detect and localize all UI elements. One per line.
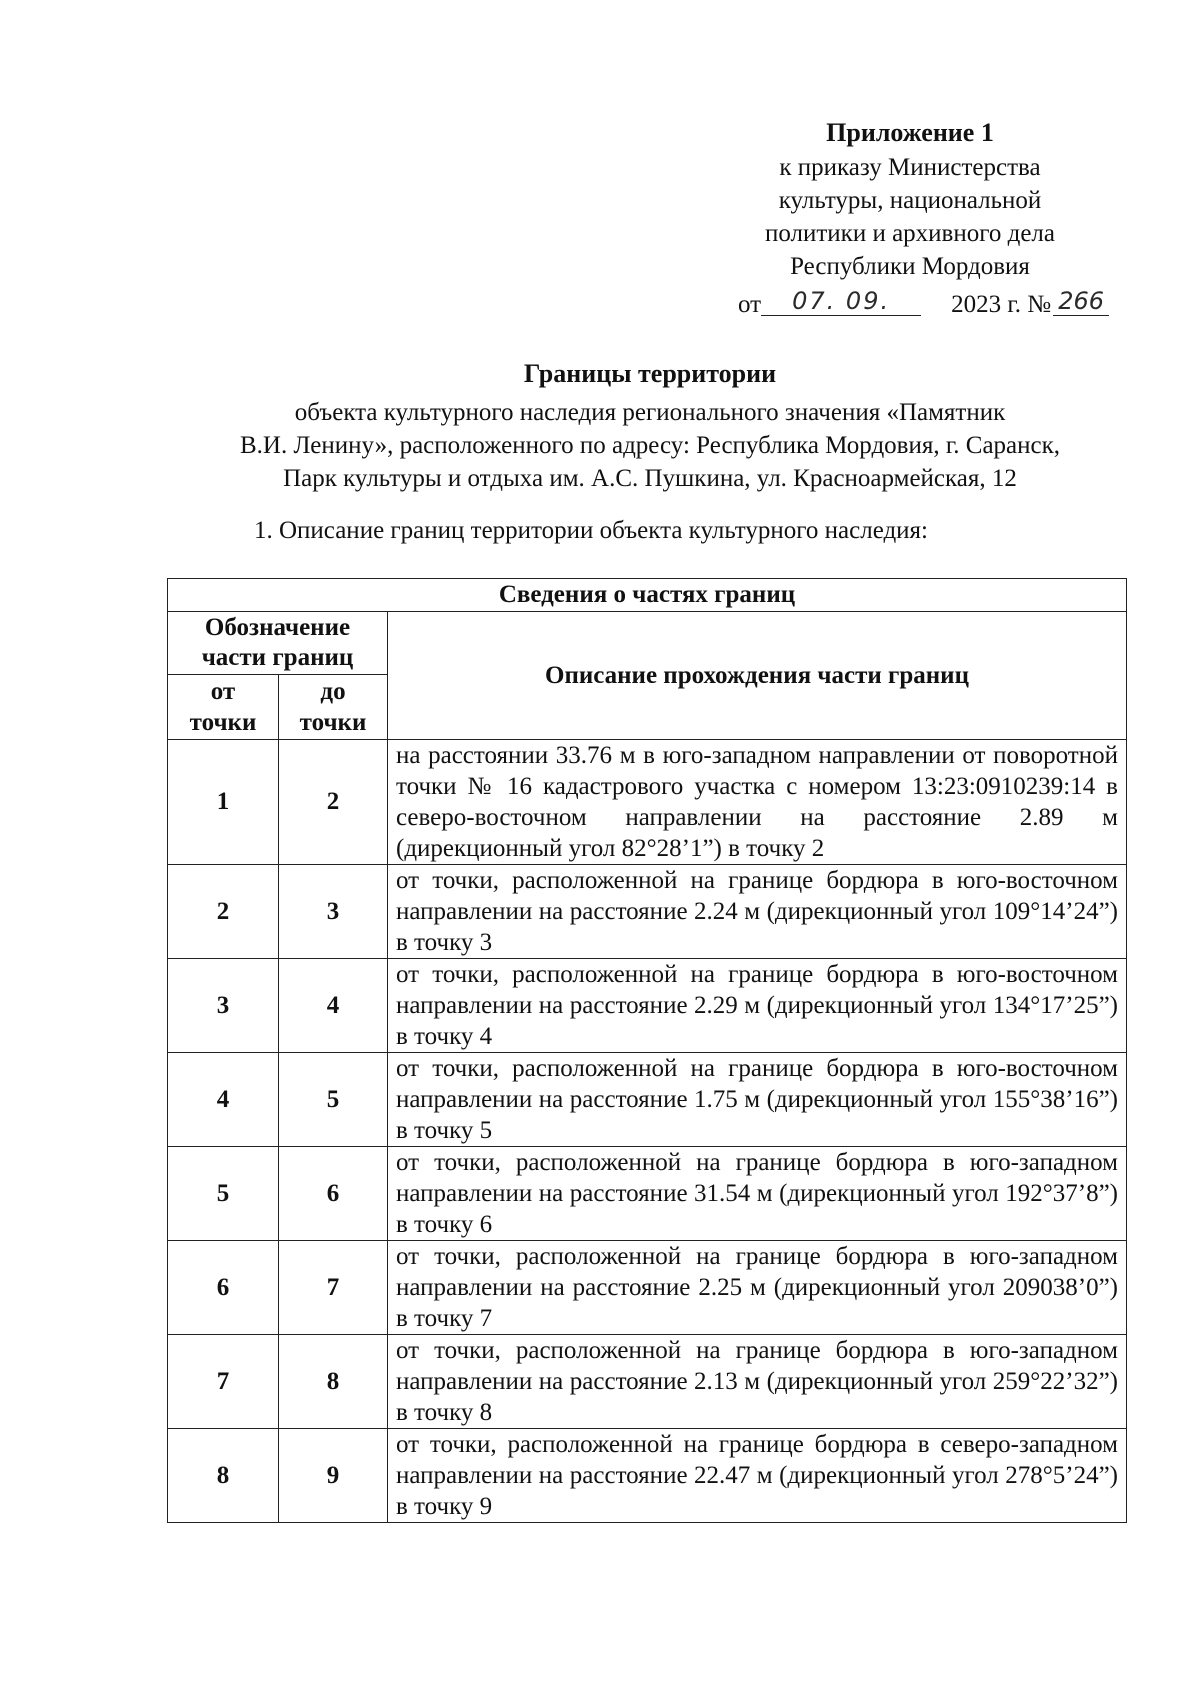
from-point: 6: [168, 1241, 279, 1335]
from-point: 2: [168, 865, 279, 959]
boundaries-table: [167, 578, 1127, 1523]
table-row: [168, 1053, 1127, 1147]
appendix-line: политики и архивного дела: [764, 220, 1056, 247]
to-point: 2: [279, 740, 388, 865]
segment-description: от точки, расположенной на границе бордюра в юго-восточном направлении на расстояние 2.29 м (дирекционный угол 134°17’25”) в точку 4: [388, 959, 1127, 1053]
to-point: 6: [279, 1147, 388, 1241]
order-number: 266: [1053, 287, 1109, 316]
document-title: Границы территории: [523, 359, 777, 388]
from-point: 5: [168, 1147, 279, 1241]
appendix-line: к приказу Министерства: [779, 154, 1041, 181]
heading-line: объекта культурного наследия регионального значения «Памятник: [294, 399, 1006, 426]
appendix-block: [700, 116, 1120, 283]
table-row: [168, 740, 1127, 865]
table-row: [168, 1147, 1127, 1241]
segment-description: от точки, расположенной на границе бордюра в северо-западном направлении на расстояние 22.47 м (дирекционный угол 278°5’24”) в точку 9: [388, 1429, 1127, 1523]
from-point: 7: [168, 1335, 279, 1429]
table-row: [168, 865, 1127, 959]
to-point: 8: [279, 1335, 388, 1429]
appendix-line: Республики Мордовия: [790, 253, 1030, 280]
group-header: Обозначение части границ: [168, 612, 388, 675]
table-row: [168, 1241, 1127, 1335]
segment-description: от точки, расположенной на границе бордюра в юго-западном направлении на расстояние 2.25 м (дирекционный угол 209038’0”) в точку 7: [388, 1241, 1127, 1335]
to-point: 3: [279, 865, 388, 959]
order-year: 2023 г. №: [951, 291, 1052, 318]
to-point: 4: [279, 959, 388, 1053]
from-point: 4: [168, 1053, 279, 1147]
table-row: [168, 1335, 1127, 1429]
segment-description: на расстоянии 33.76 м в юго-западном направлении от поворотной точки № 16 кадастрового участка с номером 13:23:0910239:14 в северо-восточном направлении на расстояние 2.89 м (дирекционный угол 82°28’1”) в точку 2: [388, 740, 1127, 865]
to-point: 7: [279, 1241, 388, 1335]
to-header: до точки: [279, 675, 388, 740]
segment-description: от точки, расположенной на границе бордюра в юго-западном направлении на расстояние 31.54 м (дирекционный угол 192°37’8”) в точку 6: [388, 1147, 1127, 1241]
from-header: от точки: [168, 675, 279, 740]
to-point: 5: [279, 1053, 388, 1147]
from-point: 8: [168, 1429, 279, 1523]
segment-description: от точки, расположенной на границе бордюра в юго-западном направлении на расстояние 2.13 м (дирекционный угол 259°22’32”) в точку 8: [388, 1335, 1127, 1429]
order-prefix: от: [738, 291, 762, 318]
from-point: 1: [168, 740, 279, 865]
order-reference: [738, 287, 1109, 319]
desc-header: Описание прохождения части границ: [388, 612, 1127, 740]
document-heading: [170, 357, 1130, 495]
table-row: [168, 1429, 1127, 1523]
appendix-title: Приложение 1: [826, 118, 994, 147]
table-row: [168, 959, 1127, 1053]
heading-line: В.И. Ленину», расположенного по адресу: Республика Мордовия, г. Саранск,: [239, 432, 1061, 459]
appendix-line: культуры, национальной: [778, 187, 1042, 214]
heading-line: Парк культуры и отдыха им. А.С. Пушкина, ул. Красноармейская, 12: [283, 465, 1017, 492]
segment-description: от точки, расположенной на границе бордюра в юго-восточном направлении на расстояние 2.24 м (дирекционный угол 109°14’24”) в точку 3: [388, 865, 1127, 959]
to-point: 9: [279, 1429, 388, 1523]
segment-description: от точки, расположенной на границе бордюра в юго-восточном направлении на расстояние 1.75 м (дирекционный угол 155°38’16”) в точку 5: [388, 1053, 1127, 1147]
section-title: 1. Описание границ территории объекта культурного наследия:: [254, 517, 928, 544]
table-caption: Сведения о частях границ: [168, 579, 1127, 612]
order-date: 07. 09.: [761, 287, 921, 316]
from-point: 3: [168, 959, 279, 1053]
